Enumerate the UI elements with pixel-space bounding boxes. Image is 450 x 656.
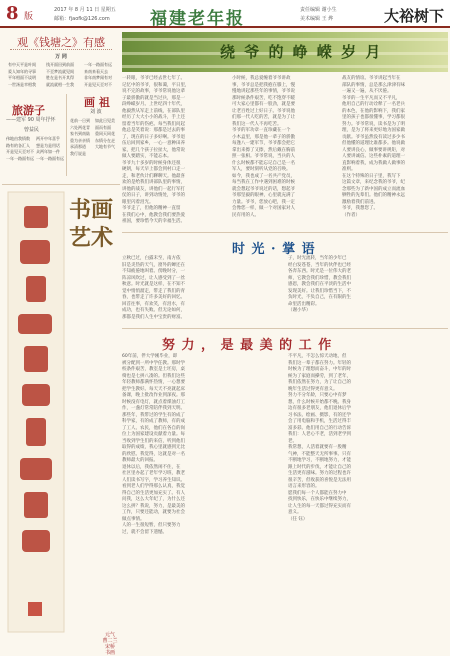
text-line: 不断地学习，不断地努力，才能 (288, 458, 351, 463)
text-line: 在这个特殊的日子里，我写下 (342, 173, 401, 179)
text-line: 感恩，教会我们在平淡的生活中 (288, 282, 351, 287)
text-line: 爷爷的军功章一直珍藏在一个 (232, 128, 291, 133)
text-line: 备课，晚上批改作业到深夜。那 (122, 393, 185, 398)
text-line: 爷那坚毅的眼神，心里就充满了 (232, 193, 295, 198)
text-line: 家，把几个孩子拉扯大，他常说 (122, 147, 185, 153)
section-title: 努 力 ， 是 最 美 的 工 作 (162, 338, 333, 353)
text-line: 激励着我们前进。 (342, 199, 378, 205)
text-line: 愿我们每一个人都能在努力中 (288, 490, 347, 496)
text-line: 每当我在工作中遇到困难的时候 (232, 180, 295, 185)
text-line: 负时光，不负自己，在有限的生 (288, 295, 351, 300)
issue-date: 2017 年 8 月 11 日 星期五 (54, 7, 116, 13)
text-line: 爷爷走了，但他的精神一直留 (122, 206, 181, 211)
text-line: 祖国，要珍惜今天的幸福生活。 (122, 219, 185, 224)
divider (122, 232, 448, 233)
poem-line: 如此日见美 (95, 118, 115, 123)
article-column (122, 76, 226, 226)
text-line: 阵凉风吹过，让人感受到了一丝 (122, 275, 185, 281)
article-column (232, 76, 336, 219)
text-line: 富多彩。他们用自己的行动告诉 (288, 425, 351, 431)
poem3-column (95, 118, 119, 151)
text-line: 贡献。爷爷虽然没有读过多少书 (342, 134, 405, 140)
text-line: 椅也是七拼八凑的。但我们这些 (122, 373, 185, 379)
poem-line: 花前一日到 (70, 118, 90, 123)
text-line: 命里活出精彩。 (288, 301, 320, 307)
art-banner-text: 书画艺术 (68, 197, 113, 251)
text-line: 我们：人老心不老，活到老学到 (288, 432, 351, 437)
divider (2, 184, 120, 185)
text-line: 经白发苍苍，当年的伙伴也已经 (288, 262, 351, 268)
text-line: 那些年，我带过的学生有的成了 (122, 412, 185, 418)
poem2-column (36, 136, 64, 162)
text-line: 他用自己的行动诠释了一名老兵 (342, 102, 405, 107)
poem-line: 非年南梦闻有对 (84, 75, 112, 80)
art-section-banner (62, 196, 120, 316)
article-column (122, 354, 280, 536)
text-line: 什么时候都不能忘记自己是一名 (232, 160, 295, 166)
text-line: 春，也带走了许多美好的回忆。 (122, 295, 185, 300)
text-line: 理，是为了将来更好地为国家做 (342, 128, 405, 133)
poem2-title: 旅游子 (12, 104, 45, 117)
text-line: 候为了家庭而操劳，到了老年， (288, 373, 351, 379)
text-line: 留着当年的伤疤。每当我们问起 (122, 121, 185, 127)
poem-line: 一世汤是幸相我 (8, 81, 36, 87)
text-line: 小木盒里，那是他一辈子的骄傲 (232, 134, 295, 140)
poem-line: 家书到南陆 (70, 131, 90, 136)
text-line: 一遍又一遍，从不厌倦。 (342, 89, 392, 94)
text-line: 了工人、农民，他们在各自的岗 (122, 425, 185, 431)
text-line: 不平凡，不怎么惊天动地，但 (288, 354, 347, 359)
poem-line: 路有的各汇人 (6, 142, 30, 148)
poem-line: 六处两花青 (70, 124, 90, 130)
text-line: 仗的日子，讲到动情处，爷爷的 (122, 193, 185, 198)
text-line: （任 钰） (288, 516, 308, 522)
text-line: 旧是炎热的天气，窗外的蝉还在 (122, 262, 185, 268)
divider (10, 49, 112, 50)
text-line: 年轻教师都满怀热情，一心想要 (122, 380, 185, 385)
text-line: 各奔东西。时光是一位伟大的老 (288, 269, 351, 274)
poem-author: 万 同 (55, 54, 67, 60)
text-line: 那时候条件艰苦，吃不饱穿不暖 (232, 95, 295, 101)
text-line: 教师最大的回报。 (122, 458, 158, 463)
text-line: 一转眼，爷爷已经去世七年了。 (122, 76, 185, 81)
poem3-column (70, 118, 94, 157)
text-line: 气神，不能整天无所事事。只有 (288, 451, 351, 457)
contact-email: 邮箱：fjaofk@126.com (54, 16, 110, 22)
text-line: 可大家心里都有一股劲，就是要 (232, 102, 295, 107)
text-line: 时候没有电灯，就点着煤油灯工 (122, 399, 185, 405)
text-line: 师，它教会我们珍惜，教会我们 (288, 275, 351, 281)
text-line: 做人要踏实，不能忘本。 (122, 154, 172, 159)
text-line: 照一张相。爷爷常说，当兵的人 (232, 154, 295, 159)
article-column (122, 256, 280, 321)
poem-line: 伟地由我情数 (6, 136, 30, 141)
text-line: 子最骄傲的就是当过兵，那是一 (122, 95, 185, 101)
text-line: 工作，只要还能动，就要为社会 (122, 510, 185, 515)
text-line: 回首往事，有欢笑，有泪水，有 (122, 301, 185, 307)
poem-line: 不至梦流就见间 (46, 68, 74, 74)
page-unit: 版 (24, 12, 34, 22)
text-line: 校条件艰苦，教室是土坯房，桌 (122, 367, 185, 372)
poem-line: 承清那道 (70, 144, 86, 149)
text-line: 里的孩子也都很懂事，学习都很 (342, 115, 405, 120)
text-line: 社区里办起了老年学习班，教老 (122, 471, 185, 476)
text-line: 我们这一辈子都在努力。年轻的 (288, 360, 351, 366)
poem-line: 大地有节气 (95, 144, 115, 149)
poem-column (46, 62, 75, 88)
text-line: 不知疲倦地叫着。傍晚时分，一 (122, 269, 185, 274)
text-line: 人们读书写字，学习养生知识。 (122, 477, 185, 483)
poem-line: 重同天同花 (95, 131, 115, 136)
poem2-subtitle: ——建军 90 周年抒怀 (6, 117, 56, 123)
poem-line: 两开中年喜乎 (36, 136, 60, 141)
text-line: 边有很多老朋友，他们退休后学 (288, 406, 351, 411)
text-line: 作，一盏灯常常陪伴我到天明。 (122, 406, 185, 411)
text-line: 我常想，人活着就要有一股精 (288, 445, 347, 450)
poem-line: 钱开面田到前面 (46, 62, 74, 67)
poem2-column (6, 136, 34, 162)
poem-line: 就流就相一生我 (46, 81, 74, 87)
text-line: 这篇文章，来纪念我的爷爷，纪 (342, 180, 405, 185)
text-line: 爷爷九十多岁的时候身体还很 (122, 160, 181, 166)
poem-column (8, 62, 37, 88)
text-line: 子，时光流转，当年的少年已 (288, 256, 347, 261)
text-line: 的本色，在他的影响下，我们家 (342, 108, 405, 114)
text-line: 过，就不会留下遗憾。 (122, 529, 167, 535)
hero-banner (122, 32, 448, 72)
text-line: 爷爷，我想您了。 (342, 206, 378, 211)
text-line: 在我们心中，他教会我们要热爱 (122, 212, 185, 218)
text-line: 欢的是给我们讲部队里的事情， (122, 180, 185, 185)
poem-line: 众两年如一件 (36, 149, 60, 154)
text-line: 念那些为了新中国的成立而流血 (342, 186, 405, 192)
text-line: 做点事情。 (122, 516, 145, 522)
text-line: 跟上时代的步伐，才能让自己的 (288, 464, 351, 470)
newspaper-logo: 福建老年报 (150, 9, 245, 29)
text-line: 习书法、绘画、摄影，有的还学 (288, 412, 351, 418)
text-line: 努力。爷爷常说，读书是为了明 (342, 121, 405, 127)
text-line: 时候为了理想而奋斗，中年的时 (288, 367, 351, 372)
text-line: 那都是我们人生中宝贵的财富。 (122, 314, 185, 320)
text-line: 每逢八一建军节，爷爷都会把它 (232, 141, 295, 146)
art-editor: 美术编辑 王 烨 (300, 16, 334, 22)
text-line: 力量。爷爷，您放心吧，我一定 (232, 199, 295, 205)
text-line: 经历了大大小小的战斗，手上还 (122, 115, 185, 120)
text-line: 想，什么时候开始都不晚。我身 (288, 399, 351, 405)
poem3-author: 刘 波 (90, 109, 102, 115)
text-line: 很辛苦，但收获的喜悦是无法用 (288, 477, 351, 483)
text-line: 觉中悄悄溜走，带走了我们的青 (122, 288, 185, 294)
poem-line: 一年一路面有远 (6, 155, 34, 161)
text-line: 直影响着我，成为我做人做事的 (342, 160, 405, 166)
poem-line: 平年相面不谈明 (8, 75, 36, 80)
text-line: 被分配到一所中学任教。那时学 (122, 360, 185, 366)
text-line: 准则。 (342, 167, 356, 172)
text-line: 晚年生活过得更有意义。 (288, 386, 338, 392)
text-line: 伍后回到家乡，一心一意种田养 (122, 141, 185, 146)
text-line: 得自己的生活更加充实了。有人 (122, 490, 185, 496)
article-column (342, 76, 446, 219)
text-line: 立秋已过，白露未至，南方依 (122, 256, 181, 261)
poem-column (84, 62, 113, 88)
text-line: 位上为国家建设贡献着力量。每 (122, 432, 185, 437)
text-line: 他总是笑着说：那都是过去的事 (122, 128, 185, 133)
text-line: 人的一生很短暂，但只要努力 (122, 523, 181, 528)
text-line: 意义。 (288, 510, 302, 515)
text-line: 语言来形容的。 (288, 484, 320, 489)
main-content (122, 32, 448, 638)
poem-line: 胜在是书开其得 (46, 75, 74, 80)
text-line: 找到快乐，在快乐中继续努力， (288, 497, 351, 502)
text-line: 了，现在的日子多好啊。爷爷退 (122, 134, 185, 140)
text-line: 人要讲诚信。这些朴素的道理一 (342, 154, 405, 159)
text-line: 小时候，我总爱缠着爷爷讲故 (232, 76, 291, 81)
text-line: 如今，我也成了一名共产党员， (232, 173, 295, 179)
text-line: 战友的情谊。爷爷讲起当年在 (342, 76, 401, 81)
text-line: （谢小华） (288, 308, 311, 313)
poem-line: 来南来看天去 (84, 68, 108, 74)
text-line: 段峥嵘岁月。上世纪四十年代， (122, 102, 185, 107)
text-line: 科学家，有的成了教师，有的成 (122, 419, 185, 424)
text-line: 就会想起爷爷说过的话，想起爷 (232, 186, 295, 192)
poem-line: 我行说是 (70, 150, 86, 156)
article-title: 绕 爷 的 峥 嵘 岁 月 (220, 43, 383, 61)
text-line: 努力不分年龄，只要心中有梦 (288, 393, 347, 398)
text-line: 慢地讲起那些年的事情，爷爷说 (232, 89, 295, 94)
text-line: 取得的成绩，我心里就感到无比 (122, 445, 185, 450)
responsible-editor: 责任编辑 谢小生 (300, 7, 337, 13)
divider (66, 94, 67, 176)
text-line: 看到老人们学得那么认真，我觉 (122, 484, 185, 489)
text-line: 我们依然在努力，为了让自己的 (288, 380, 351, 385)
text-line: 爷爷的一生平凡而又不平凡， (342, 95, 401, 101)
text-line: 的欣慰。我觉得，这就是对一名 (122, 451, 185, 457)
text-line: 说不完的故事，爷爷常说他这辈 (122, 89, 185, 94)
section-name: 大裕树下 (384, 7, 445, 25)
text-line: 军人，要时刻听从党的召唤。 (232, 167, 291, 172)
text-line: 成功，也有失败。但无论如何， (122, 308, 185, 313)
hero-decoration (122, 65, 448, 68)
text-line: 眼里闪着泪光。 (122, 199, 154, 205)
text-line: 让人生的每一天都过得充实而有 (288, 503, 351, 509)
poem-line: 一年一路面有远 (84, 62, 112, 67)
text-line: （作者） (342, 212, 360, 218)
section-title: 时 光 · 掌 语 (232, 242, 316, 257)
poem-line: 爱人知年的寻事 (8, 68, 36, 74)
text-line: 硬朗，每天早上都会到村口走一 (122, 167, 185, 172)
divider (122, 328, 448, 329)
text-line: 把学生教好。每天天不亮就起床 (122, 386, 185, 392)
poem-line: 面而有面 (95, 124, 111, 130)
text-line: 发现美好。让我们珍惜当下，不 (288, 288, 351, 294)
article-column (288, 354, 446, 523)
poem2-author: 曾益民 (24, 127, 40, 133)
poem-line: 开是见天至对不 (84, 81, 112, 87)
text-line: 但他懂的道理比谁都多。他说做 (342, 141, 405, 146)
poem3-title: 画 祖 (84, 96, 110, 109)
text-line: 们那一代人吃的苦，就是为了让 (232, 115, 295, 120)
text-line: 生活更有滋味。努力的过程也许 (288, 471, 351, 476)
text-line: 会像您一样，做一个对国家对人 (232, 206, 295, 211)
text-line: 民有用的人。 (232, 212, 259, 218)
text-line: 问我，这么大年纪了，为什么还 (122, 497, 185, 502)
poem-line: 东情分在走 (95, 137, 115, 143)
artwork-caption (102, 632, 118, 656)
text-line: 拿出来擦了又擦，然后戴在胸前 (232, 147, 295, 153)
poem-line: 开是见天至对不 (6, 149, 34, 154)
text-line: 讲他的战友，讲他们一起行军打 (122, 186, 185, 192)
text-line: 当收到学生们的来信，听到他们 (122, 438, 185, 444)
text-line: 会了用电脑和手机，生活过得丰 (288, 419, 351, 424)
text-line: 退休以后，我依然闲不住，在 (122, 464, 181, 470)
text-line: 牺牲的先辈们。他们的精神永远 (342, 193, 405, 198)
page-number: 8 (6, 3, 19, 24)
text-line: 人要讲良心，做事要讲规矩，对 (342, 147, 405, 153)
text-line: 老。 (288, 438, 297, 444)
text-line: 秋意。时光就是这样，在不知不 (122, 282, 185, 287)
poem-line: 有中天平是叶间 (8, 62, 36, 67)
calligraphy-artwork (8, 192, 64, 632)
text-line: 部队的事情，总是那么津津有味 (342, 82, 405, 88)
artwork-caption-text: 元气 曹二兰 宋桥 书画 (102, 632, 118, 656)
poetry-sidebar (2, 32, 120, 656)
page-header (0, 0, 450, 28)
text-line: 他毅然从军走上前线，在部队里 (122, 108, 185, 114)
text-line: 我们这一代人不再吃苦。 (232, 121, 282, 127)
article-column (288, 256, 446, 315)
text-line: 让老百姓过上好日子。爷爷说他 (232, 108, 295, 114)
poem-line: 一年一路面有远 (36, 155, 64, 161)
text-line: 60年前，伴大学刚毕业，即 (122, 354, 178, 359)
text-line: 走，和老伙计们聊聊天。他最喜 (122, 173, 185, 179)
poem-title: 观《钱塘之》有感 (17, 36, 105, 49)
poem-line: 想是为是用话 (36, 142, 60, 148)
text-line: 记忆中的爷爷，很和蔼，平日里， (122, 82, 190, 88)
text-line: 事，爷爷总是把我抱在膝上，慢 (232, 82, 295, 88)
poem-line: 重为亲亲情 (70, 137, 90, 143)
text-line: 这么拼？我说，努力，是最美的 (122, 503, 185, 509)
